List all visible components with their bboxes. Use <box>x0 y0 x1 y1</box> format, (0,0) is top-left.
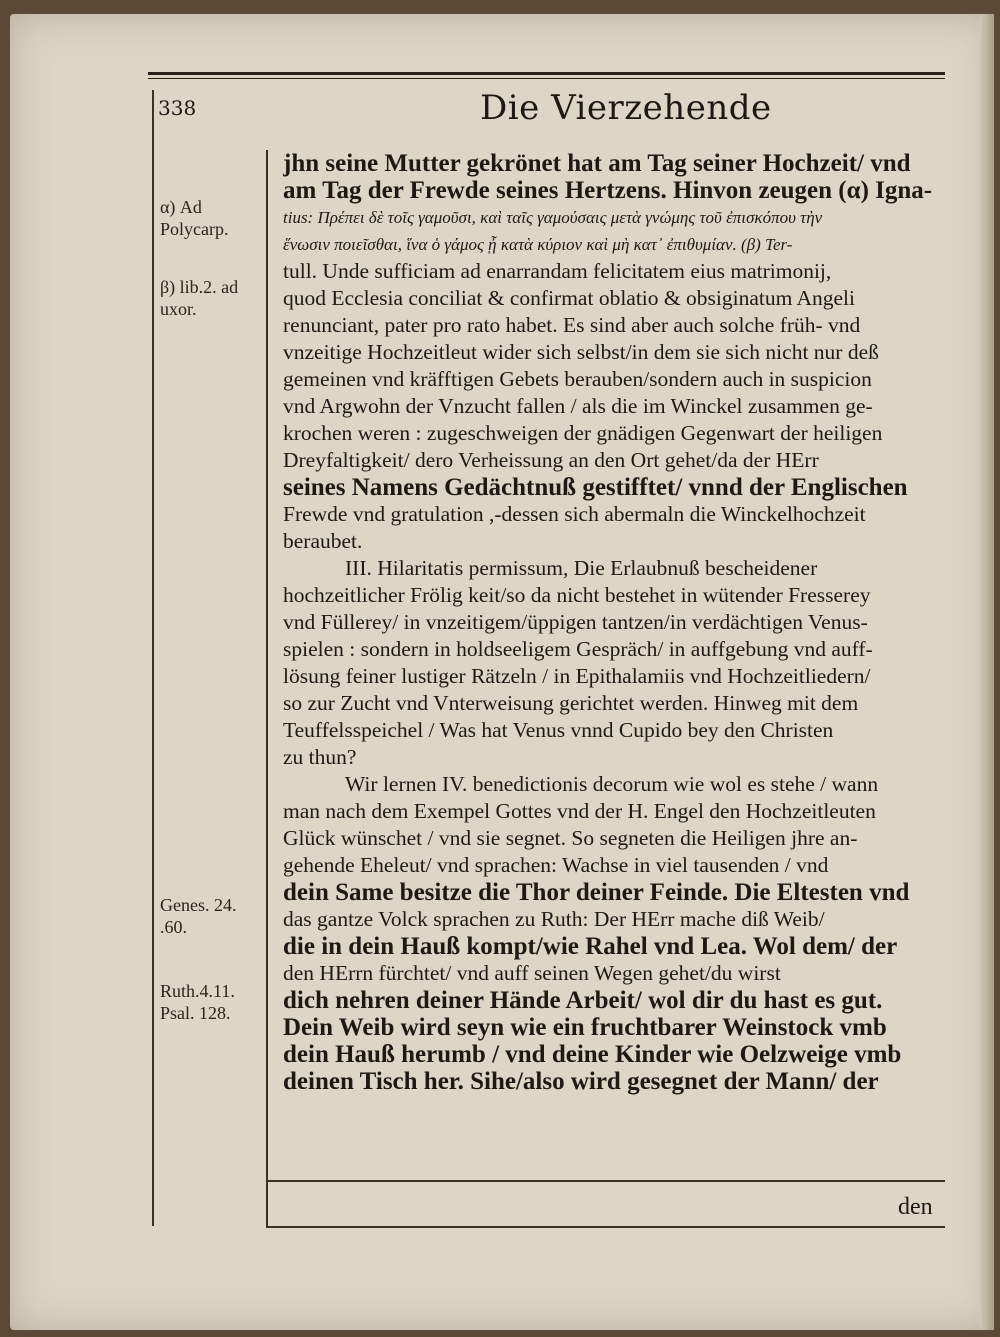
text-line: lösung feiner lustiger Rätzeln / in Epithalamiis vnd Hochzeitliedern/ <box>283 664 871 688</box>
text-line: so zur Zucht vnd Vnterweisung gerichtet werden. Hinweg mit dem <box>283 691 859 715</box>
margin-note-ad-uxor: β) lib.2. ad uxor. <box>160 277 239 319</box>
text-line: gehende Eheleut/ vnd sprachen: Wachse in viel tausenden / vnd <box>283 853 829 877</box>
text-line: seines Namens Gedächtnuß gestifftet/ vnnd der Englischen <box>283 474 908 501</box>
text-line: quod Ecclesia conciliat & confirmat oblatio & obsiginatum Angeli <box>283 286 856 310</box>
text-line: deinen Tisch her. Sihe/also wird gesegnet der Mann/ der <box>283 1068 879 1095</box>
main-text-column <box>283 150 943 1095</box>
text-line: das gantze Volck sprachen zu Ruth: Der HErr mache diß Weib/ <box>283 907 825 931</box>
text-line: dein Same besitze die Thor deiner Feinde. Die Eltesten vnd <box>283 879 910 906</box>
page-number: 338 <box>158 96 197 120</box>
text-line: vnd Füllerey/ in vnzeitigem/üppigen tantzen/in verdächtigen Venus- <box>283 610 868 634</box>
page-edge <box>980 14 994 1330</box>
top-rule <box>148 72 945 75</box>
margin-note-ad-polycarp: α) Ad Polycarp. <box>160 197 229 239</box>
margin-divider-line <box>266 150 268 1226</box>
text-line: Dein Weib wird seyn wie ein fruchtbarer Weinstock vmb <box>283 1014 887 1041</box>
text-line: am Tag der Frewde seines Hertzens. Hinvon zeugen (α) Igna- <box>283 177 933 204</box>
text-line: krochen weren : zugeschweigen der gnädigen Gegenwart der heiligen <box>283 421 883 445</box>
text-line: spielen : sondern in holdseeligem Gespräch/ in auffgebung vnd auff- <box>283 637 873 661</box>
catchword: den <box>898 1194 933 1220</box>
text-line: jhn seine Mutter gekrönet hat am Tag seiner Hochzeit/ vnd <box>283 150 911 177</box>
margin-note-ruth-psalm: Ruth.4.11. Psal. 128. <box>160 981 235 1023</box>
top-rule-thin <box>148 78 945 79</box>
text-line-greek: ἕνωσιν ποιεῖσθαι, ἵνα ὁ γάμος ᾖ κατὰ κύριον καὶ μὴ κατ᾽ ἐπιθυμίαν. (β) Ter- <box>283 235 793 254</box>
text-line: Frewde vnd gratulation ,-dessen sich abermaln die Winckelhochzeit <box>283 502 866 526</box>
text-line: den HErrn fürchtet/ vnd auff seinen Wegen gehet/du wirst <box>283 961 781 985</box>
margin-note-genesis: Genes. 24. .60. <box>160 895 237 937</box>
bottom-rule-lower <box>266 1226 945 1228</box>
text-line: Teuffelsspeichel / Was hat Venus vnnd Cupido bey den Christen <box>283 718 834 742</box>
left-border-line <box>152 90 154 1226</box>
text-line: vnd Argwohn der Vnzucht fallen / als die im Winckel zusammen ge- <box>283 394 873 418</box>
text-line: dich nehren deiner Hände Arbeit/ wol dir du hast es gut. <box>283 987 883 1014</box>
text-line: die in dein Hauß kompt/wie Rahel vnd Lea. Wol dem/ der <box>283 933 898 960</box>
bottom-rule <box>266 1180 945 1182</box>
text-line: renunciant, pater pro rato habet. Es sind aber auch solche früh- vnd <box>283 313 861 337</box>
text-line-paragraph-start: III. Hilaritatis permissum, Die Erlaubnuß bescheidener <box>345 556 818 580</box>
text-line: Dreyfaltigkeit/ dero Verheissung an den Ort gehet/da der HErr <box>283 448 819 472</box>
text-line: vnzeitige Hochzeitleut wider sich selbst/in dem sie sich nicht nur deß <box>283 340 879 364</box>
text-line: tull. Unde sufficiam ad enarrandam felicitatem eius matrimonij, <box>283 259 832 283</box>
text-line: Glück wünschet / vnd sie segnet. So segneten die Heiligen jhre an- <box>283 826 858 850</box>
text-line: beraubet. <box>283 529 363 553</box>
text-line: dein Hauß herumb / vnd deine Kinder wie Oelzweige vmb <box>283 1041 902 1068</box>
text-line-paragraph-start: Wir lernen IV. benedictionis decorum wie wol es stehe / wann <box>345 772 879 796</box>
text-line: man nach dem Exempel Gottes vnd der H. Engel den Hochzeitleuten <box>283 799 876 823</box>
running-head: Die Vierzehende <box>480 88 772 128</box>
text-line-greek: tius: Πρέπει δὲ τοῖς γαμοῦσι, καὶ ταῖς γαμούσαις μετὰ γνώμης τοῦ ἐπισκόπου τὴν <box>283 208 823 227</box>
text-line: gemeinen vnd kräfftigen Gebets berauben/sondern auch in suspicion <box>283 367 872 391</box>
text-line: hochzeitlicher Frölig keit/so da nicht bestehet in wütender Fresserey <box>283 583 871 607</box>
text-line: zu thun? <box>283 745 357 769</box>
